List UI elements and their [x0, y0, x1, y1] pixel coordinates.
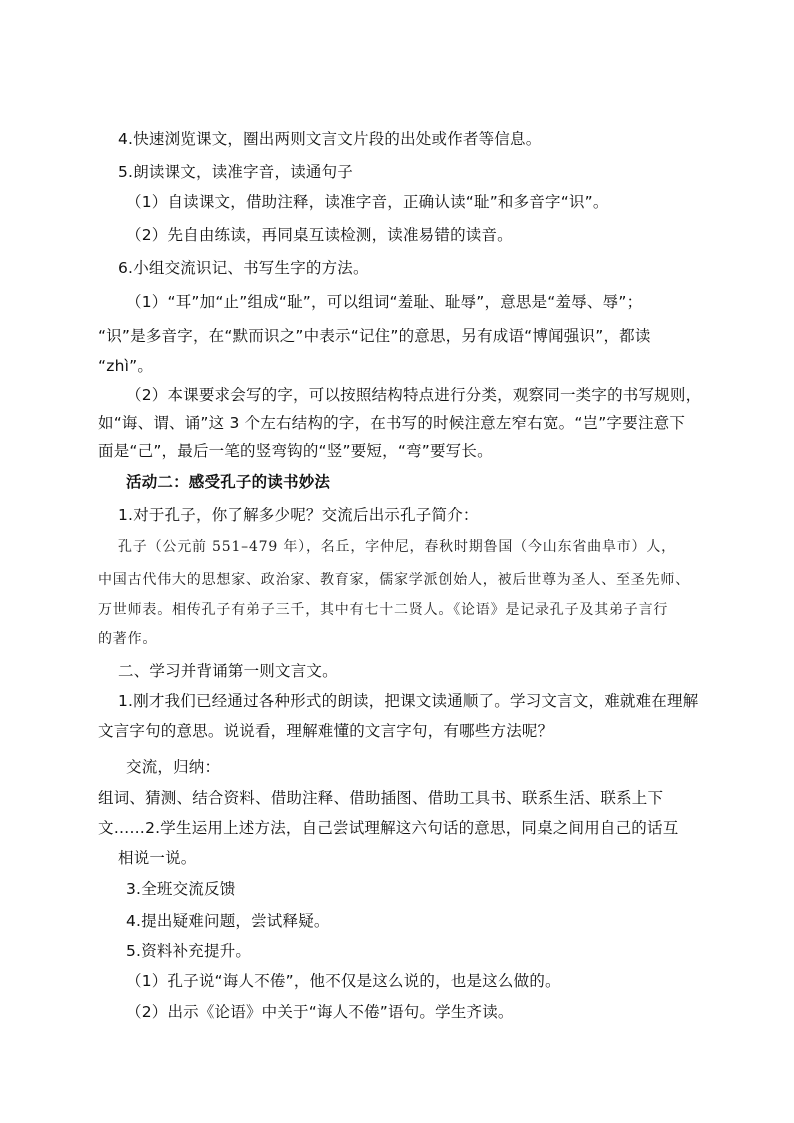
- text-line: （1）自读课文，借助注释，读准字音，正确认读“耻”和多音字“识”。: [126, 193, 609, 211]
- text-line: （2）出示《论语》中关于“诲人不倦”语句。学生齐读。: [126, 1003, 514, 1021]
- text-line: （1）“耳”加“止”组成“耻”，可以组词“羞耻、耻辱”，意思是“羞辱、辱”；: [126, 293, 643, 311]
- text-line: 面是“己”，最后一笔的竖弯钩的“竖”要短，“弯”要写长。: [98, 442, 493, 460]
- text-line: 组词、猜测、结合资料、借助注释、借助插图、借助工具书、联系生活、联系上下: [98, 789, 664, 807]
- activity-heading: 活动二：感受孔子的读书妙法: [126, 473, 331, 491]
- text-line: 交流，归纳：: [126, 758, 221, 776]
- confucius-bio-line: 中国古代伟大的思想家、政治家、教育家，儒家学派创始人，被后世尊为圣人、至圣先师、: [98, 572, 690, 588]
- text-line: 5.资料补充提升。: [126, 942, 252, 960]
- text-line: 4.提出疑难问题，尝试释疑。: [126, 912, 330, 930]
- text-line: 相说一说。: [118, 849, 197, 867]
- text-line: （1）孔子说“诲人不倦”，他不仅是这么说的，也是这么做的。: [126, 972, 561, 990]
- confucius-bio-line: 万世师表。相传孔子有弟子三千，其中有七十二贤人。《论语》是记录孔子及其弟子言行: [98, 602, 669, 618]
- text-line: 文……2.学生运用上述方法，自己尝试理解这六句话的意思，同桌之间用自己的话互: [98, 819, 679, 837]
- text-line: 5.朗读课文，读准字音，读通句子: [118, 163, 353, 181]
- section-heading: 二、学习并背诵第一则文言文。: [118, 662, 338, 680]
- text-line: 如“诲、谓、诵”这 3 个左右结构的字，在书写的时候注意左窄右宽。“岂”字要注意下: [98, 414, 686, 432]
- text-line: （2）先自由练读，再同桌互读检测，读准易错的读音。: [126, 226, 513, 244]
- text-line: （2）本课要求会写的字，可以按照结构特点进行分类，观察同一类字的书写规则，: [126, 386, 702, 404]
- text-line: 文言字句的意思。说说看，理解难懂的文言字句，有哪些方法呢？: [98, 722, 554, 740]
- text-line: 4.快速浏览课文，圈出两则文言文片段的出处或作者等信息。: [118, 130, 542, 148]
- text-line: “识”是多音字，在“默而识之”中表示“记住”的意思，另有成语“博闻强识”，都读: [98, 327, 651, 345]
- text-line: 1.对于孔子，你了解多少呢？交流后出示孔子简介：: [118, 506, 479, 524]
- confucius-bio-line: 孔子（公元前 551–479 年），名丘，字仲尼，春秋时期鲁国（今山东省曲阜市）人，: [118, 539, 676, 555]
- confucius-bio-line: 的著作。: [98, 631, 158, 647]
- text-line: 6.小组交流识记、书写生字的方法。: [118, 259, 369, 277]
- text-line: “zhì”。: [98, 357, 154, 375]
- text-line: 3.全班交流反馈: [126, 880, 236, 898]
- text-line: 1.刚才我们已经通过各种形式的朗读，把课文读通顺了。学习文言文，难就难在理解: [118, 692, 699, 710]
